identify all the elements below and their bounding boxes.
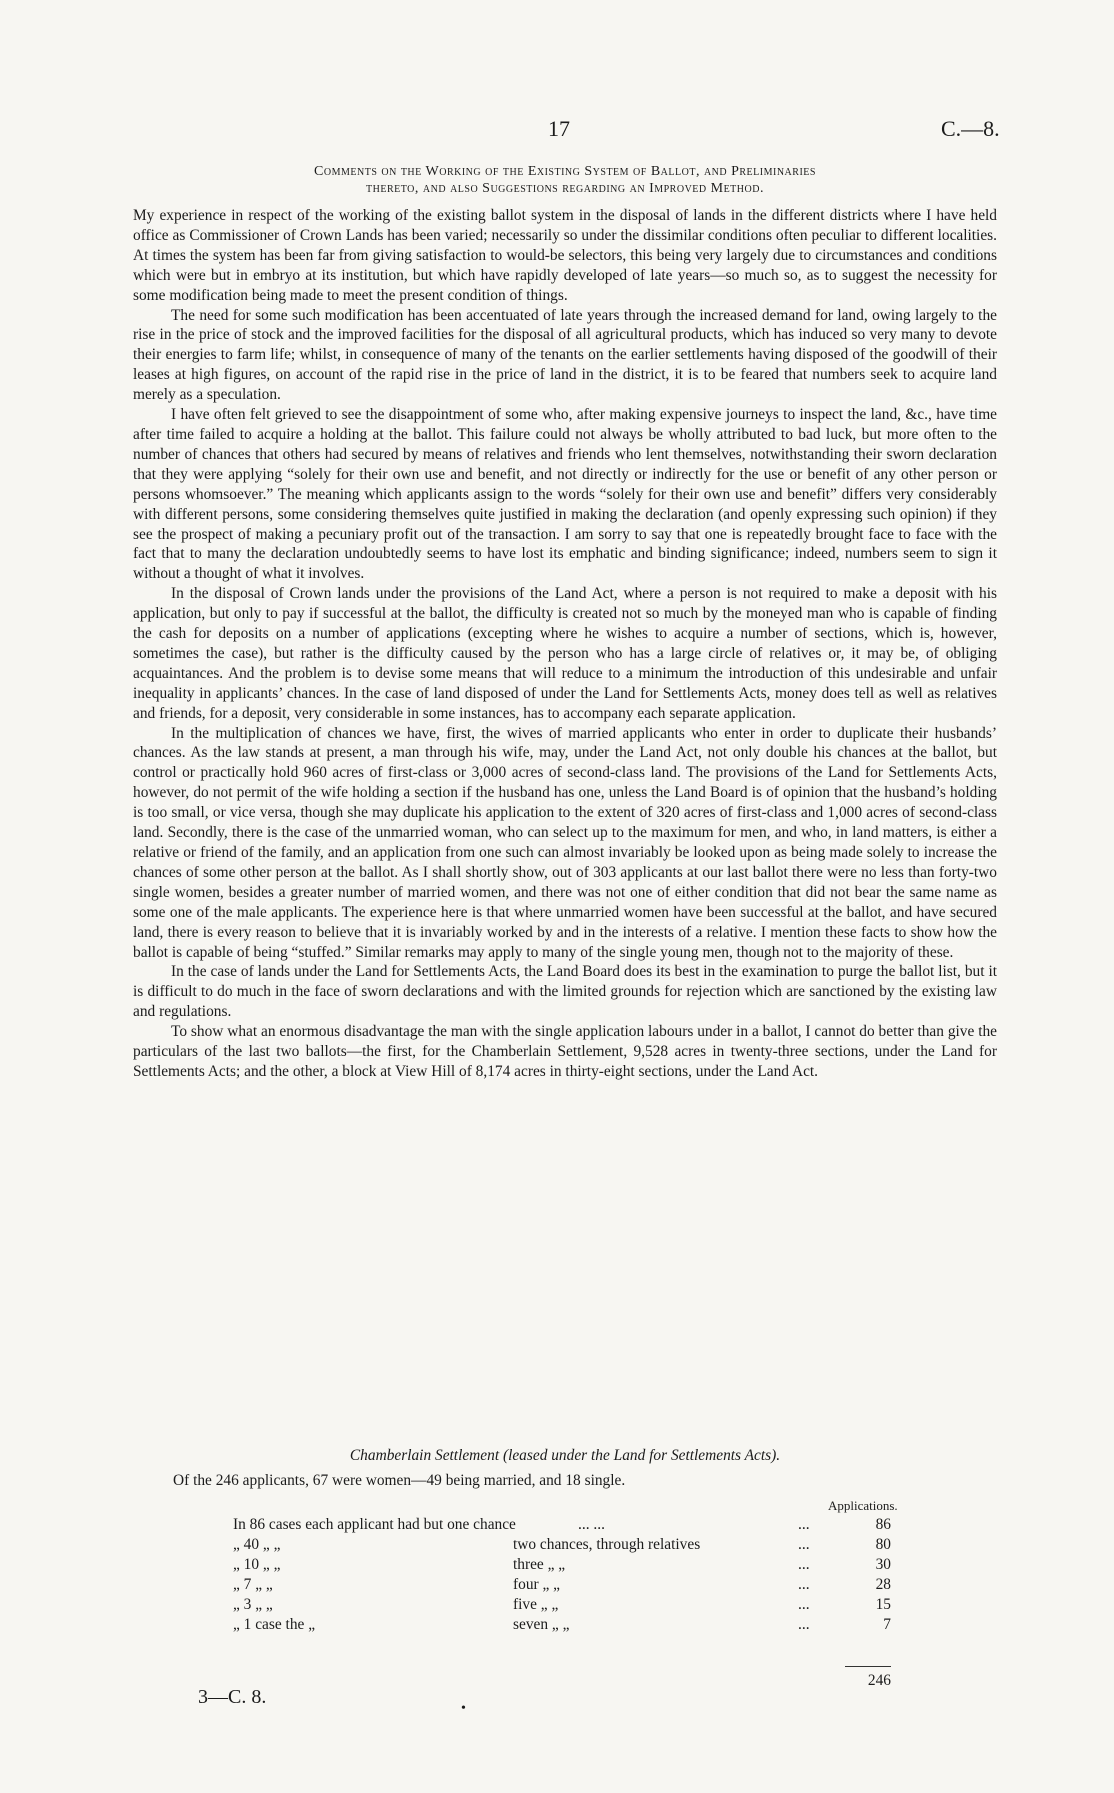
table-row [233, 1536, 933, 1556]
row-value: 86 [875, 1516, 891, 1533]
row-middle: four „ „ [513, 1576, 560, 1593]
applications-header: Applications. [828, 1498, 898, 1513]
signature-mark: 3—C. 8. [198, 1686, 267, 1708]
table-row [233, 1596, 933, 1616]
row-value: 28 [875, 1576, 891, 1593]
table-row [233, 1556, 933, 1576]
paragraph: I have often felt grieved to see the disappointment of some who, after making expensive journeys to inspect the land, &c., have time after time failed to acquire a holding at the ballot. This failure could not always be wholly attributed to bad luck, but more often to the number of chances that others had secured by means of relatives and friends who lent themselves, notwithstanding their sworn declaration that they were applying “solely for their own use and benefit, and not directly or indirectly for the use or benefit of any other person or persons whomsoever.” The meaning which applicants assign to the words “solely for their own use and benefit” differs very considerably with different persons, some considering themselves quite justified in making the declaration (and openly expressing such opinion) if they see the prospect of making a pecuniary profit out of the transaction. I am sorry to say that one is repeatedly brought face to face with the fact that to many the declaration undoubtedly seems to have lost its emphatic and binding significance; indeed, numbers seem to sign it without a thought of what it involves. [133, 406, 997, 583]
row-value: 7 [883, 1616, 891, 1633]
row-label: „ 3 „ „ [233, 1596, 273, 1613]
row-value: 15 [875, 1596, 891, 1613]
row-dots: ... [798, 1516, 810, 1533]
page-number: 17 [548, 116, 570, 141]
total-rule [845, 1666, 891, 1667]
row-label: In 86 cases each applicant had but one chance [233, 1516, 516, 1533]
row-middle: ... ... [578, 1516, 605, 1533]
table-row [233, 1616, 933, 1636]
row-middle: three „ „ [513, 1556, 566, 1573]
applications-total: 246 [867, 1672, 891, 1689]
row-dots: ... [798, 1616, 810, 1633]
row-value: 30 [875, 1556, 891, 1573]
ink-dot: • [461, 1701, 466, 1716]
row-dots: ... [798, 1536, 810, 1553]
section-heading [130, 163, 1000, 197]
row-middle: seven „ „ [513, 1616, 570, 1633]
paragraph: To show what an enormous disadvantage the man with the single application labours under in a ballot, I cannot do better than give the particulars of the last two ballots—the first, for the Chamberlain Settlement, 9,528 acres in twenty-three sections, under the Land for Settlements Acts; and the other, a block at View Hill of 8,174 acres in thirty-eight sections, under the Land Act. [133, 1023, 997, 1080]
heading-line-1: Comments on the Working of the Existing System of Ballot, and Preliminaries [314, 164, 816, 179]
row-dots: ... [798, 1556, 810, 1573]
row-label: „ 40 „ „ [233, 1536, 281, 1553]
row-label: „ 10 „ „ [233, 1556, 281, 1573]
paragraph: In the disposal of Crown lands under the provisions of the Land Act, where a person is not required to make a deposit with his application, but only to pay if successful at the ballot, the difficulty is created not so much by the moneyed man who is capable of finding the cash for deposits on a number of applications (excepting where he wishes to acquire a number of sections, which is, however, sometimes the case), but rather is the difficulty caused by the person who has a large circle of relatives or, it may be, of obliging acquaintances. And the problem is to devise some means that will reduce to a minimum the introduction of this undesirable and unfair inequality in applicants’ chances. In the case of land disposed of under the Land for Settlements Acts, money does tell as well as relatives and friends, for a deposit, very considerable in some instances, has to accompany each separate application. [133, 585, 997, 722]
paragraph: My experience in respect of the working of the existing ballot system in the disposal of lands in the different districts where I have held office as Commissioner of Crown Lands has been varied; necessarily so under the dissimilar conditions often peculiar to different localities. At times the system has been far from giving satisfaction to would-be selectors, this being very largely due to circumstances and conditions which were but in embryo at its institution, but which have rapidly developed of late years—so much so, as to suggest the necessity for some modification being made to meet the present condition of things. [133, 207, 997, 304]
settlement-title: Chamberlain Settlement (leased under the Land for Settlements Acts). [349, 1447, 781, 1464]
row-middle: two chances, through relatives [513, 1536, 701, 1553]
paragraph: The need for some such modification has been accentuated of late years through the increased demand for land, owing largely to the rise in the price of stock and the improved facilities for the disposal of all agricultural products, which has induced so very many to devote their energies to farm life; whilst, in consequence of many of the tenants on the earlier settlements having disposed of the goodwill of their leases at high figures, on account of the rapid rise in the price of land in the district, it is to be feared that numbers seek to acquire land merely as a speculation. [133, 306, 997, 404]
paragraph: In the case of lands under the Land for Settlements Acts, the Land Board does its best in the examination to purge the ballot list, but it is difficult to do much in the face of sworn declarations and with the limited grounds for rejection which are sanctioned by the existing law and regulations. [133, 963, 997, 1021]
body-text [133, 206, 997, 1082]
settlement-summary: Of the 246 applicants, 67 were women—49 being married, and 18 single. [173, 1472, 626, 1489]
table-row [233, 1576, 933, 1596]
row-dots: ... [798, 1576, 810, 1593]
row-dots: ... [798, 1596, 810, 1613]
paragraph: In the multiplication of chances we have, first, the wives of married applicants who enter in order to duplicate their husbands’ chances. As the law stands at present, a man through his wife, may, under the Land Act, not only double his chances at the ballot, but control or practically hold 960 acres of first-class or 3,000 acres of second-class land. The provisions of the Land for Settlements Acts, however, do not permit of the wife holding a section if the husband has one, unless the Land Board is of opinion that the husband’s holding is too small, or vice versa, though she may duplicate his application to the extent of 320 acres of first-class and 1,000 acres of second-class land. Secondly, there is the case of the unmarried woman, who can select up to the maximum for men, and who, in land matters, is either a relative or friend of the family, and an application from one such can almost invariably be looked upon as being made solely to increase the chances of some other person at the ballot. As I shall shortly show, out of 303 applicants at our last ballot there were no less than forty-two single women, besides a greater number of married women, and there was not one of either condition that did not bear the same name as some one of the male applicants. The experience here is that where unmarried women have been successful at the ballot, and have secured land, there is every reason to believe that it is invariably worked by and in the interests of a relative. I mention these facts to show how the ballot is capable of being “stuffed.” Similar remarks may apply to many of the single young men, though not to the majority of these. [133, 724, 997, 961]
page-reference: C.—8. [941, 116, 1000, 141]
heading-line-2: thereto, and also Suggestions regarding an Improved Method. [366, 181, 764, 196]
row-middle: five „ „ [513, 1596, 559, 1613]
row-label: „ 7 „ „ [233, 1576, 273, 1593]
row-value: 80 [875, 1536, 891, 1553]
row-label: „ 1 case the „ [233, 1616, 316, 1633]
table-row [233, 1516, 933, 1536]
